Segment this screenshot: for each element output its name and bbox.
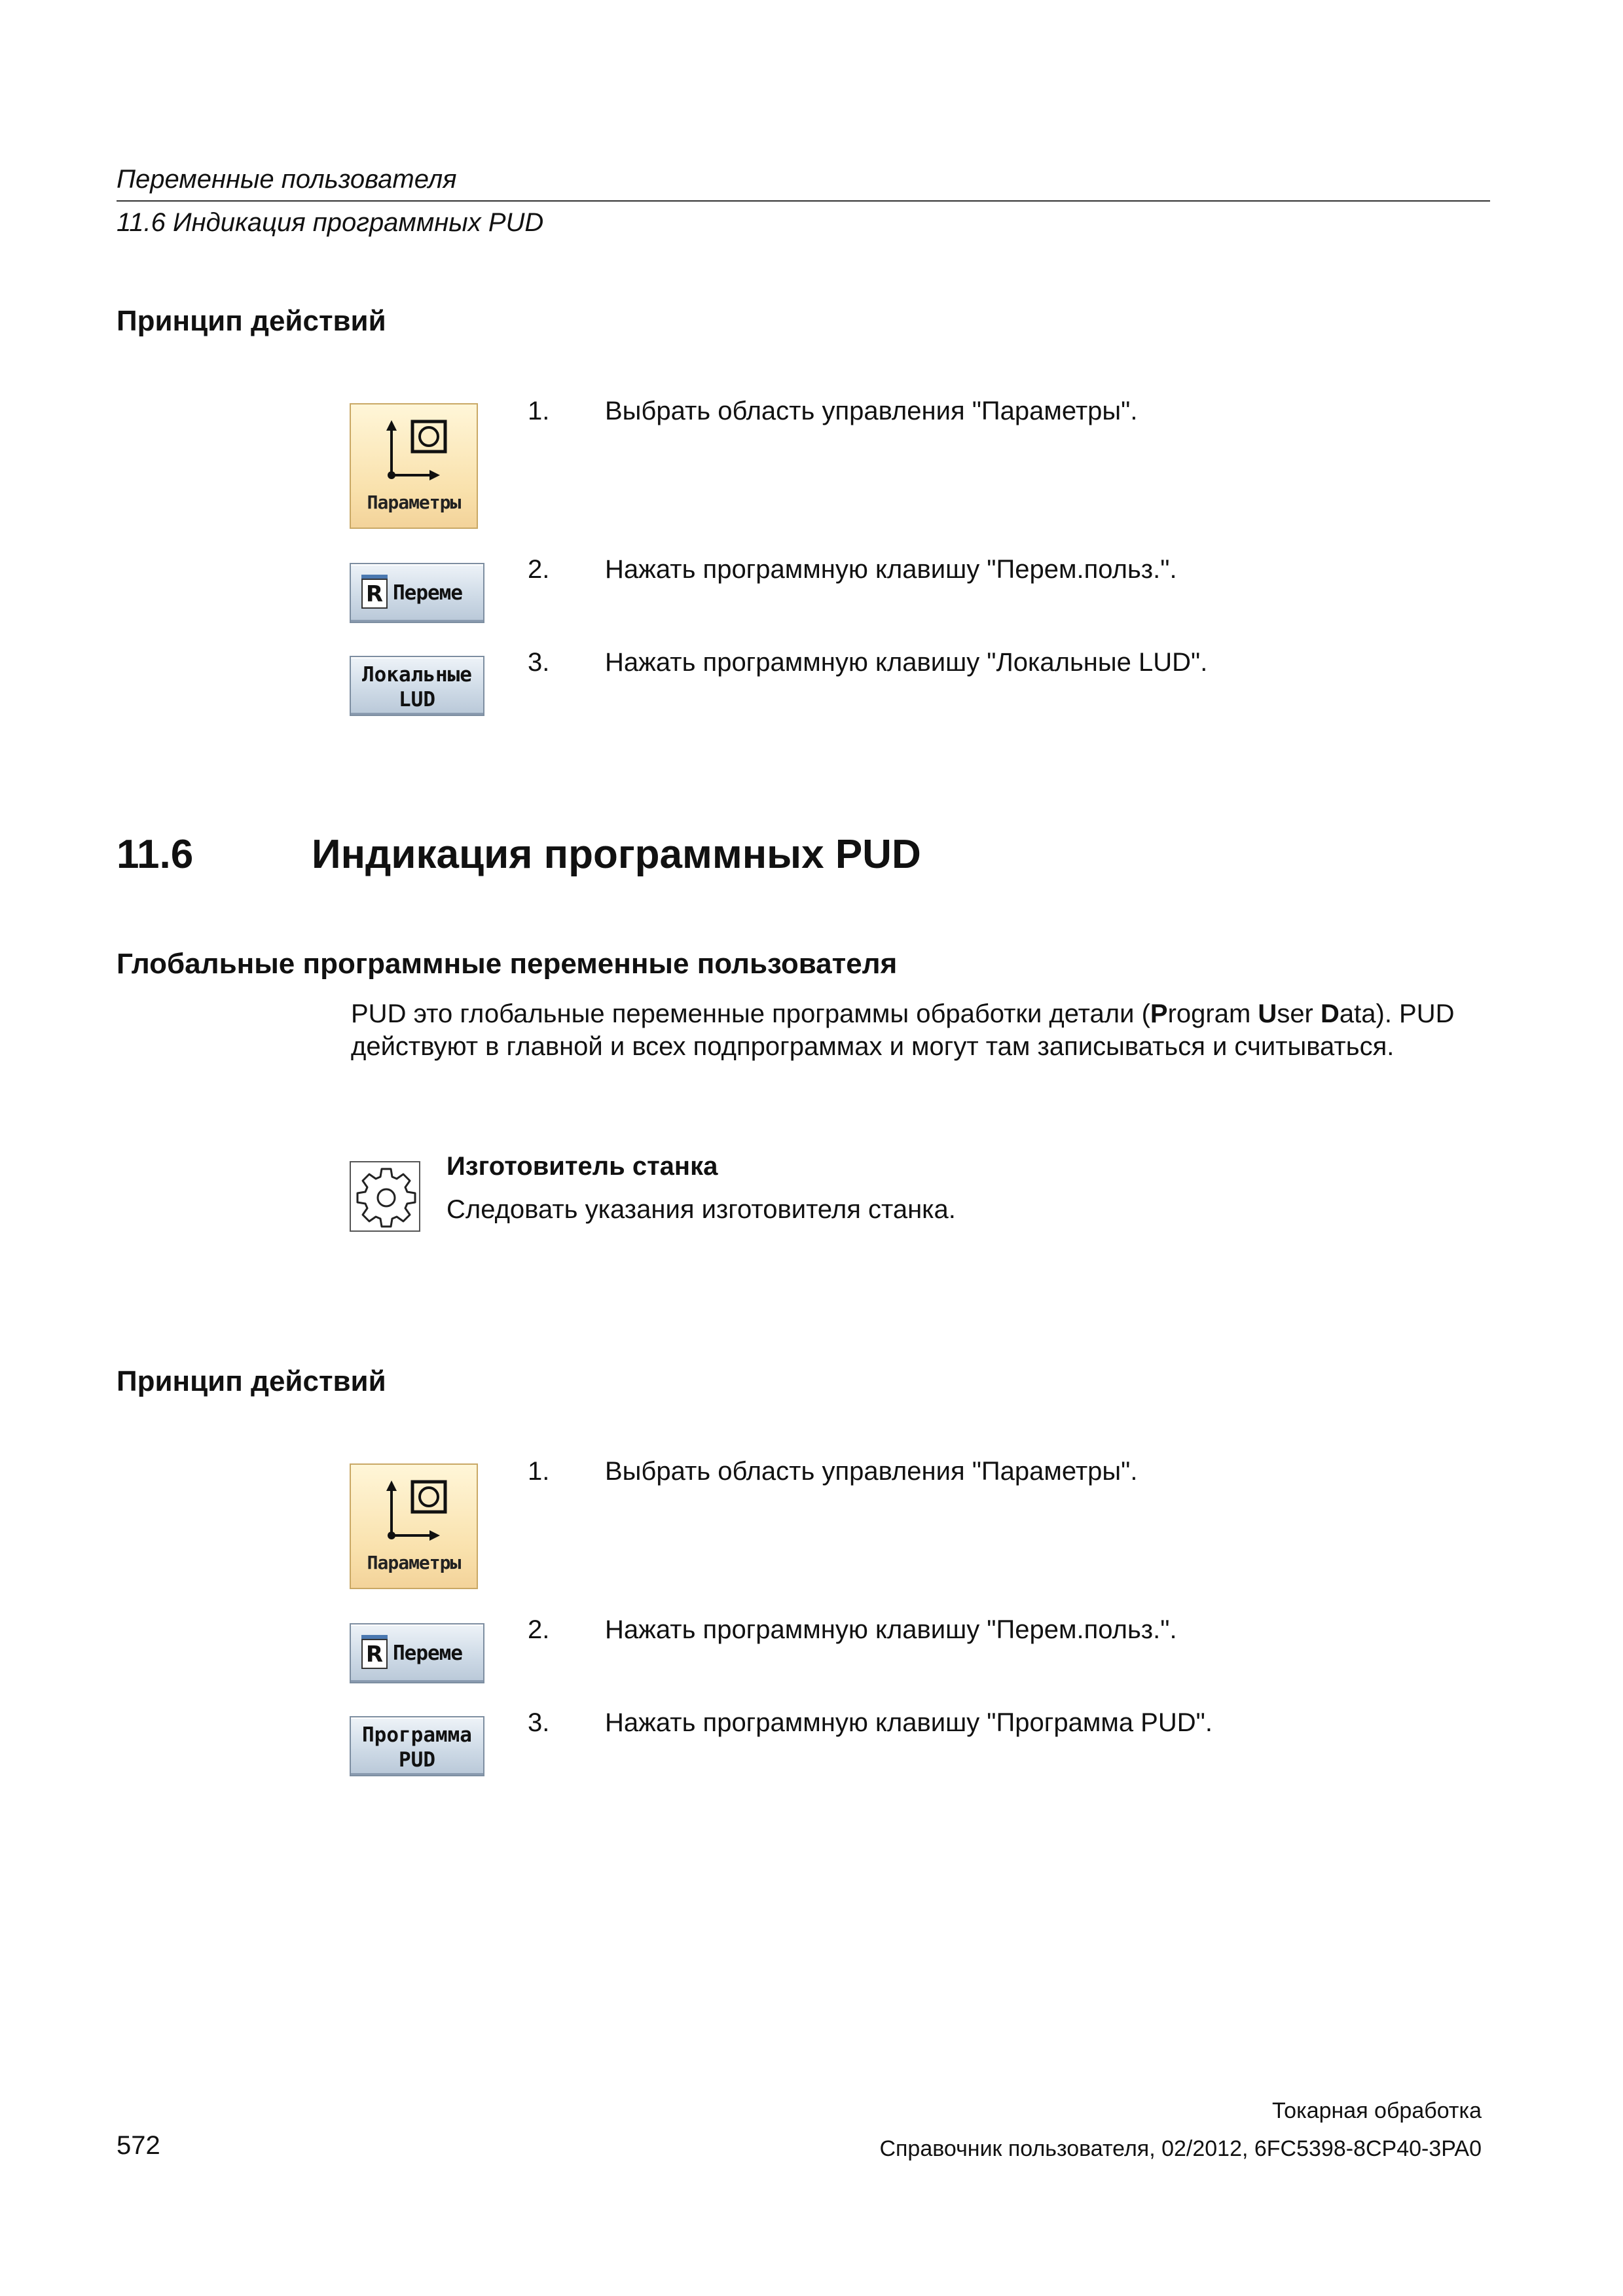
- step-text: Нажать программную клавишу "Перем.польз.".: [605, 555, 1177, 584]
- step-number: 3.: [528, 648, 550, 677]
- step-text: Нажать программную клавишу "Локальные LUD".: [605, 648, 1208, 677]
- footer-manual: Справочник пользователя, 02/2012, 6FC5398-8CP40-3PA0: [879, 2136, 1482, 2161]
- text-run-bold: U: [1258, 999, 1277, 1028]
- local-lud-softkey: [350, 656, 484, 716]
- softkey-label: Переме: [393, 581, 462, 605]
- coordinate-icon: [376, 416, 454, 488]
- softkey-label: Переме: [393, 1641, 462, 1665]
- parameters-key-label: Параметры: [367, 492, 461, 513]
- parameters-key-label: Параметры: [367, 1552, 461, 1573]
- heading-operating-sequence-1: Принцип действий: [117, 305, 386, 337]
- note-title: Изготовитель станка: [447, 1152, 718, 1181]
- step-text: Выбрать область управления "Параметры".: [605, 397, 1138, 425]
- step-text: Нажать программную клавишу "Перем.польз.".: [605, 1615, 1177, 1644]
- step-number: 3.: [528, 1708, 550, 1737]
- footer-product: Токарная обработка: [1272, 2098, 1482, 2123]
- r-variable-icon: R: [361, 1639, 388, 1669]
- step-text: Выбрать область управления "Параметры".: [605, 1457, 1138, 1486]
- page-number: 572: [117, 2131, 160, 2160]
- softkey-label: [351, 1723, 483, 1772]
- text-run: PUD это глобальные переменные программы обработки детали (: [351, 999, 1150, 1028]
- machine-manufacturer-note-icon: [350, 1161, 420, 1232]
- section-number: 11.6: [117, 832, 194, 877]
- running-header-chapter: Переменные пользователя: [117, 165, 457, 194]
- section-title: Индикация программных PUD: [312, 832, 921, 877]
- softkey-label: [351, 662, 483, 712]
- text-run: ata). PUD действуют в главной и всех подпрограммах и могут там записываться и считываться.: [351, 999, 1455, 1061]
- step-text: Нажать программную клавишу "Программа PUD".: [605, 1708, 1213, 1737]
- step-number: 1.: [528, 1457, 550, 1486]
- r-variable-icon: R: [361, 579, 388, 609]
- text-run: ser: [1277, 999, 1321, 1028]
- parameters-area-key-1: [350, 403, 478, 529]
- softkey-label-line1: Локальные: [362, 663, 472, 687]
- step-number: 2.: [528, 1615, 550, 1644]
- step-number: 2.: [528, 555, 550, 584]
- text-run-bold: D: [1321, 999, 1340, 1028]
- note-text: Следовать указания изготовителя станка.: [447, 1195, 956, 1224]
- step-number: 1.: [528, 397, 550, 425]
- softkey-label-line1: Программа: [362, 1723, 472, 1747]
- header-rule: [117, 200, 1490, 202]
- softkey-label-line2: PUD: [399, 1748, 435, 1772]
- heading-operating-sequence-2: Принцип действий: [117, 1365, 386, 1397]
- user-variables-softkey-2: [350, 1623, 484, 1683]
- gear-icon: [355, 1166, 418, 1229]
- program-pud-softkey: [350, 1716, 484, 1776]
- softkey-label-line2: LUD: [399, 688, 435, 711]
- subheading-global-pud: Глобальные программные переменные пользователя: [117, 948, 898, 980]
- pud-description: [351, 997, 1503, 1063]
- running-header-section: 11.6 Индикация программных PUD: [117, 208, 544, 237]
- parameters-area-key-2: [350, 1463, 478, 1589]
- text-run: rogram: [1167, 999, 1258, 1028]
- user-variables-softkey-1: [350, 563, 484, 623]
- text-run-bold: P: [1150, 999, 1168, 1028]
- coordinate-icon: [376, 1477, 454, 1549]
